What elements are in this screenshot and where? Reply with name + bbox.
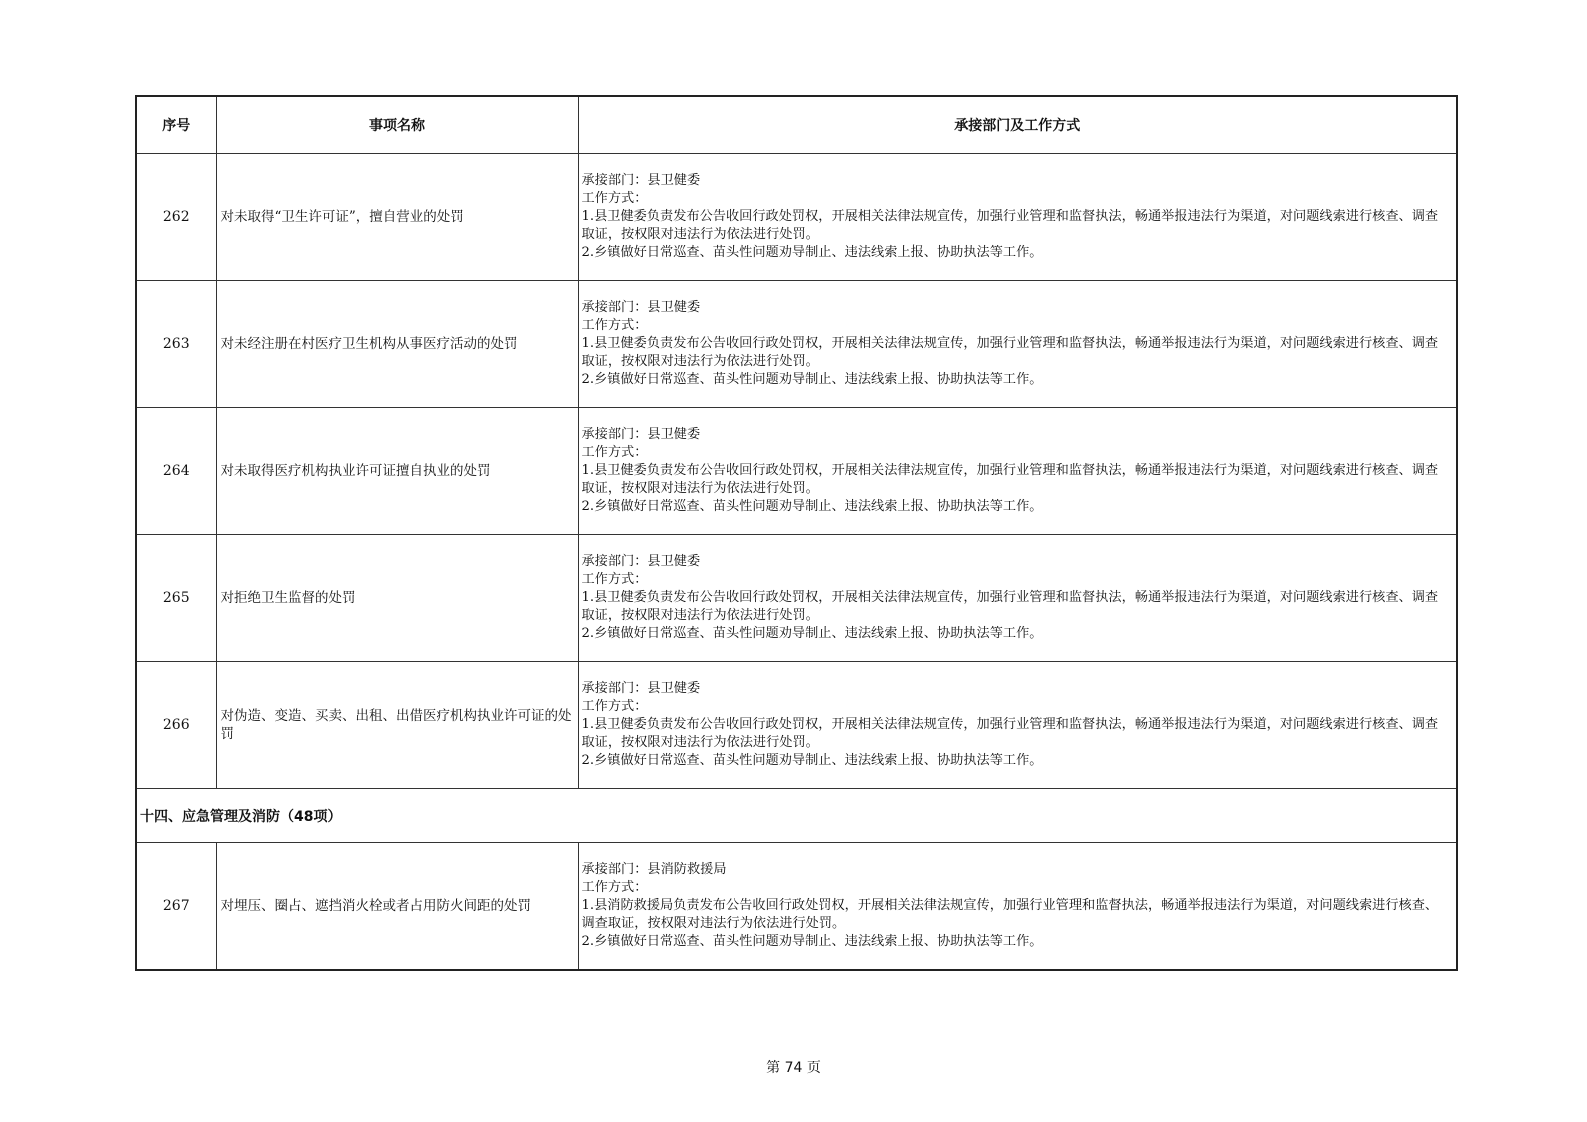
item-method bbox=[578, 843, 1457, 970]
header-no: 序号 bbox=[136, 96, 216, 154]
header-row bbox=[136, 96, 1457, 154]
item-name: 对拒绝卫生监督的处罚 bbox=[216, 535, 578, 662]
method-step-1: 1.县消防救援局负责发布公告收回行政处罚权，开展相关法律法规宣传，加强行业管理和监督执法，畅通举报违法行为渠道，对问题线索进行核查、调查取证，按权限对违法行为依法进行处罚。 bbox=[581, 897, 1439, 931]
method-dept: 承接部门：县卫健委 bbox=[581, 427, 701, 442]
method-label: 工作方式： bbox=[581, 572, 648, 587]
method-step-1: 1.县卫健委负责发布公告收回行政处罚权，开展相关法律法规宣传，加强行业管理和监督执法，畅通举报违法行为渠道，对问题线索进行核查、调查取证，按权限对违法行为依法进行处罚。 bbox=[581, 209, 1439, 242]
table-row bbox=[136, 662, 1457, 789]
method-label: 工作方式： bbox=[581, 879, 648, 895]
method-dept: 承接部门：县卫健委 bbox=[581, 554, 701, 569]
section-row bbox=[136, 789, 1457, 843]
item-number: 265 bbox=[136, 535, 216, 662]
item-number: 266 bbox=[136, 662, 216, 789]
method-step-2: 2.乡镇做好日常巡查、苗头性问题劝导制止、违法线索上报、协助执法等工作。 bbox=[581, 933, 1043, 949]
item-method bbox=[578, 281, 1457, 408]
header-method: 承接部门及工作方式 bbox=[578, 96, 1457, 154]
item-number: 262 bbox=[136, 154, 216, 281]
item-name: 对未取得“卫生许可证”，擅自营业的处罚 bbox=[216, 154, 578, 281]
item-method bbox=[578, 154, 1457, 281]
method-step-2: 2.乡镇做好日常巡查、苗头性问题劝导制止、违法线索上报、协助执法等工作。 bbox=[581, 499, 1043, 514]
method-dept: 承接部门：县卫健委 bbox=[581, 173, 701, 188]
table-row bbox=[136, 281, 1457, 408]
method-dept: 承接部门：县卫健委 bbox=[581, 300, 701, 315]
item-name: 对伪造、变造、买卖、出租、出借医疗机构执业许可证的处罚 bbox=[216, 662, 578, 789]
item-number: 264 bbox=[136, 408, 216, 535]
method-label: 工作方式： bbox=[581, 191, 648, 206]
method-step-2: 2.乡镇做好日常巡查、苗头性问题劝导制止、违法线索上报、协助执法等工作。 bbox=[581, 626, 1043, 641]
item-method bbox=[578, 662, 1457, 789]
method-label: 工作方式： bbox=[581, 445, 648, 460]
method-dept: 承接部门：县消防救援局 bbox=[581, 861, 727, 877]
header-name: 事项名称 bbox=[216, 96, 578, 154]
item-name: 对未取得医疗机构执业许可证擅自执业的处罚 bbox=[216, 408, 578, 535]
method-step-2: 2.乡镇做好日常巡查、苗头性问题劝导制止、违法线索上报、协助执法等工作。 bbox=[581, 753, 1043, 768]
method-label: 工作方式： bbox=[581, 699, 648, 714]
item-name: 对未经注册在村医疗卫生机构从事医疗活动的处罚 bbox=[216, 281, 578, 408]
item-number: 263 bbox=[136, 281, 216, 408]
item-name: 对埋压、圈占、遮挡消火栓或者占用防火间距的处罚 bbox=[216, 843, 578, 970]
section-title: 十四、应急管理及消防（48项） bbox=[136, 789, 1457, 843]
method-step-1: 1.县卫健委负责发布公告收回行政处罚权，开展相关法律法规宣传，加强行业管理和监督执法，畅通举报违法行为渠道，对问题线索进行核查、调查取证，按权限对违法行为依法进行处罚。 bbox=[581, 336, 1439, 369]
method-label: 工作方式： bbox=[581, 318, 648, 333]
method-step-1: 1.县卫健委负责发布公告收回行政处罚权，开展相关法律法规宣传，加强行业管理和监督执法，畅通举报违法行为渠道，对问题线索进行核查、调查取证，按权限对违法行为依法进行处罚。 bbox=[581, 590, 1439, 623]
page-number: 第 74 页 bbox=[766, 1060, 821, 1076]
table-row bbox=[136, 154, 1457, 281]
item-method bbox=[578, 535, 1457, 662]
method-step-2: 2.乡镇做好日常巡查、苗头性问题劝导制止、违法线索上报、协助执法等工作。 bbox=[581, 245, 1043, 260]
method-step-1: 1.县卫健委负责发布公告收回行政处罚权，开展相关法律法规宣传，加强行业管理和监督执法，畅通举报违法行为渠道，对问题线索进行核查、调查取证，按权限对违法行为依法进行处罚。 bbox=[581, 463, 1439, 496]
table-row bbox=[136, 843, 1457, 970]
item-number: 267 bbox=[136, 843, 216, 970]
table-row bbox=[136, 535, 1457, 662]
item-method bbox=[578, 408, 1457, 535]
items-table bbox=[135, 95, 1458, 971]
method-dept: 承接部门：县卫健委 bbox=[581, 681, 701, 696]
method-step-1: 1.县卫健委负责发布公告收回行政处罚权，开展相关法律法规宣传，加强行业管理和监督执法，畅通举报违法行为渠道，对问题线索进行核查、调查取证，按权限对违法行为依法进行处罚。 bbox=[581, 717, 1439, 750]
table-row bbox=[136, 408, 1457, 535]
method-step-2: 2.乡镇做好日常巡查、苗头性问题劝导制止、违法线索上报、协助执法等工作。 bbox=[581, 372, 1043, 387]
